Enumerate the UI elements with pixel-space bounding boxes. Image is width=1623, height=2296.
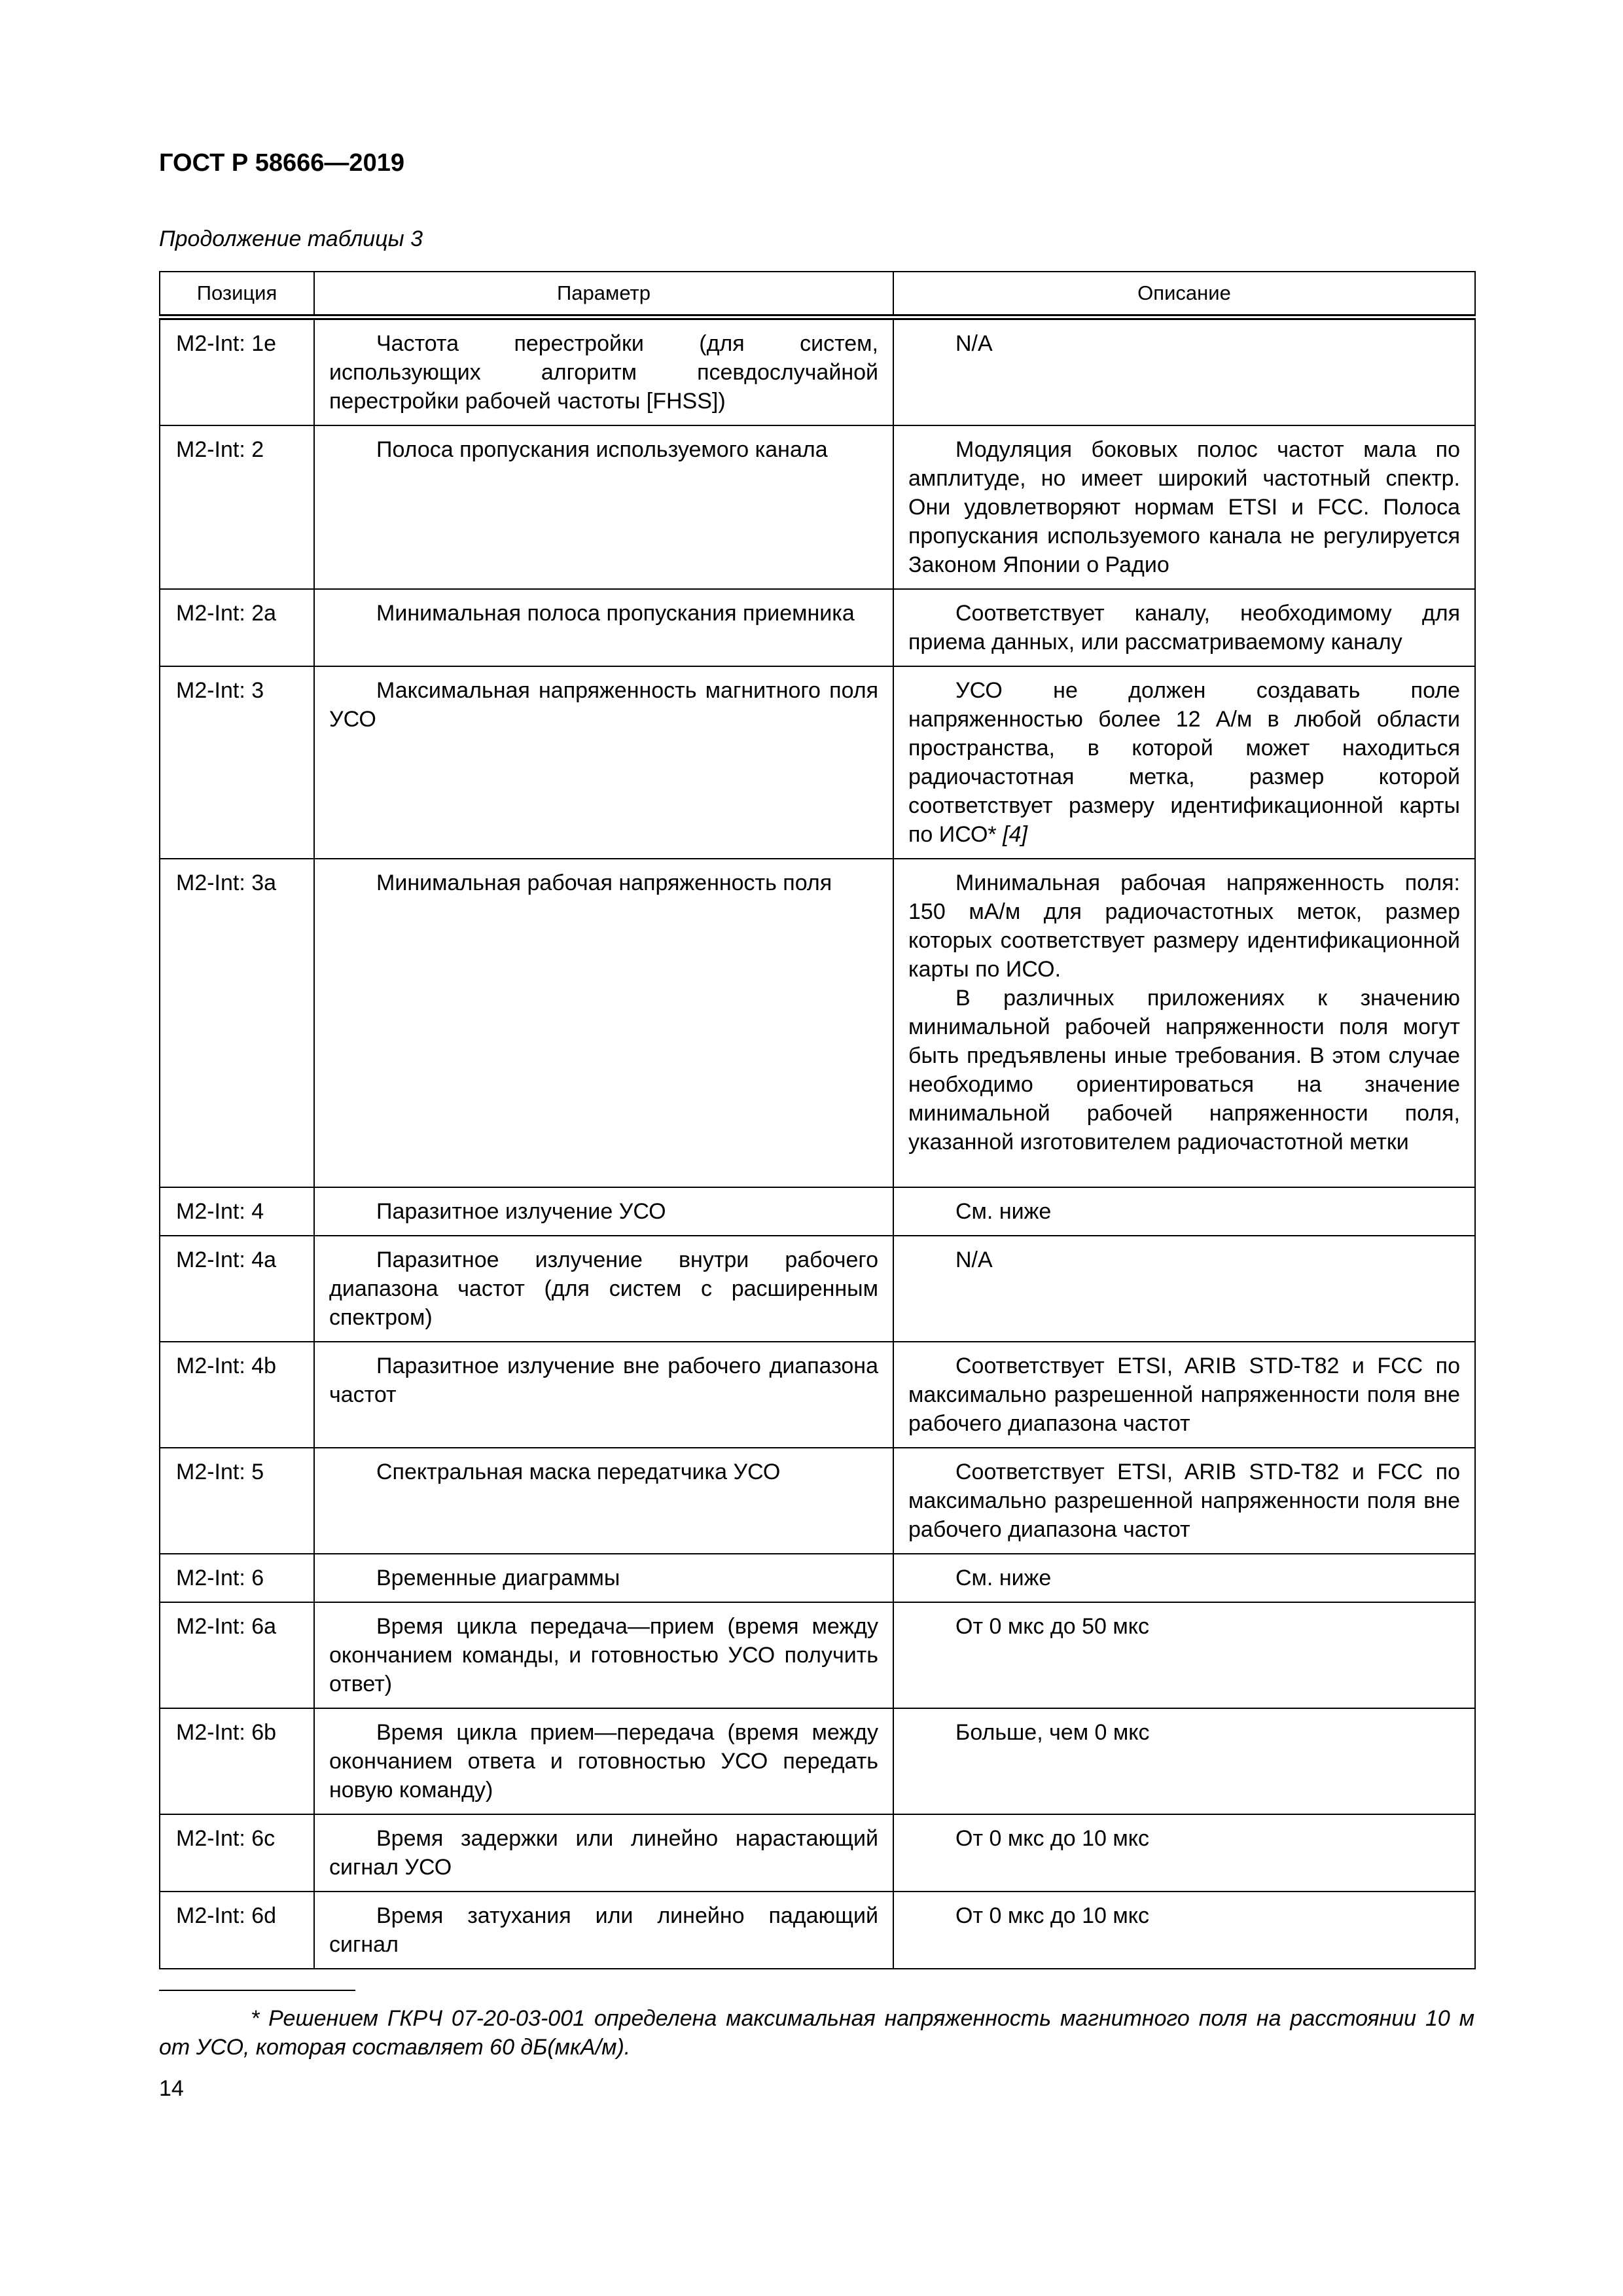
- row-parameter: Паразитное излучение внутри рабочего диапазона частот (для систем с расширенным спектром): [329, 1247, 878, 1330]
- row-parameter: Время задержки или линейно нарастающий сигнал УСО: [329, 1826, 878, 1880]
- column-header-position: Позиция: [160, 272, 314, 317]
- row-description: Соответствует ETSI, ARIB STD-T82 и FCC по максимально разрешенной напряженности поля вне рабочего диапазона частот: [908, 1460, 1460, 1542]
- row-description: [908, 676, 1460, 849]
- row-position: M2-Int: 3a: [176, 870, 277, 895]
- row-position: M2-Int: 6: [176, 1566, 264, 1590]
- bibliography-reference: [4]: [1003, 822, 1027, 847]
- table-row: [160, 859, 1475, 1187]
- page-number: 14: [159, 2076, 184, 2101]
- table-row: [160, 1236, 1475, 1342]
- row-parameter: Паразитное излучение вне рабочего диапазона частот: [329, 1354, 878, 1407]
- row-description: Больше, чем 0 мкс: [955, 1720, 1150, 1745]
- table-row: [160, 317, 1475, 426]
- row-description: От 0 мкс до 10 мкс: [955, 1826, 1149, 1851]
- footnote: * Решением ГКРЧ 07-20-03-001 определена максимальная напряженность магнитного поля на расстоянии 10 м от УСО, которая составляет 60 дБ(мкА/м).: [159, 2006, 1474, 2060]
- table-continuation-caption: Продолжение таблицы 3: [159, 226, 423, 251]
- row-parameter: Максимальная напряженность магнитного поля УСО: [329, 678, 878, 732]
- row-parameter: Время цикла прием—передача (время между окончанием ответа и готовностью УСО передать новую команду): [329, 1720, 878, 1803]
- row-description: Соответствует ETSI, ARIB STD-T82 и FCC по максимально разрешенной напряженности поля вне рабочего диапазона частот: [908, 1354, 1460, 1436]
- row-position: M2-Int: 6c: [176, 1826, 276, 1851]
- column-header-description: Описание: [893, 272, 1475, 317]
- row-description: В различных приложениях к значению минимальной рабочей напряженности поля могут быть предъявлены иные требования. В этом случае необходимо ориентироваться на значение минимальной рабочей напряженности поля, указанной изготовителем радиочастотной метки: [908, 986, 1460, 1155]
- row-parameter: Спектральная маска передатчика УСО: [376, 1460, 781, 1484]
- table-row: [160, 1554, 1475, 1602]
- table-row: [160, 589, 1475, 666]
- footnote-separator: [159, 1990, 355, 1991]
- table-row: [160, 1892, 1475, 1969]
- row-description: Модуляция боковых полос частот мала по амплитуде, но имеет широкий частотный спектр. Они удовлетворяют нормам ETSI и FCC. Полоса пропускания используемого канала не регулируется Законом Японии о Радио: [908, 437, 1460, 577]
- table-row: [160, 1342, 1475, 1448]
- row-parameter: Паразитное излучение УСО: [376, 1199, 666, 1224]
- row-parameter: Минимальная полоса пропускания приемника: [376, 601, 855, 626]
- row-description: От 0 мкс до 50 мкс: [955, 1614, 1149, 1639]
- row-description: См. ниже: [955, 1199, 1052, 1224]
- row-parameter: Полоса пропускания используемого канала: [376, 437, 828, 462]
- row-position: M2-Int: 4: [176, 1199, 264, 1224]
- row-description: Соответствует каналу, необходимому для приема данных, или рассматриваемому каналу: [908, 601, 1460, 655]
- row-description: N/A: [955, 1247, 993, 1272]
- row-position: M2-Int: 2a: [176, 601, 277, 626]
- row-position: M2-Int: 6d: [176, 1903, 277, 1928]
- table-row: [160, 425, 1475, 589]
- row-parameter: Время цикла передача—прием (время между окончанием команды, и готовностью УСО получить ответ): [329, 1614, 878, 1696]
- table-row: [160, 1187, 1475, 1236]
- row-position: M2-Int: 5: [176, 1460, 264, 1484]
- row-position: M2-Int: 6a: [176, 1614, 277, 1639]
- table-row: [160, 1602, 1475, 1708]
- row-parameter: Минимальная рабочая напряженность поля: [376, 870, 832, 895]
- row-position: M2-Int: 6b: [176, 1720, 277, 1745]
- document-header: ГОСТ Р 58666—2019: [159, 149, 404, 177]
- row-description: Минимальная рабочая напряженность поля: 150 мА/м для радиочастотных меток, размер которых соответствует размеру идентификационной карты по ИСО.: [908, 870, 1460, 982]
- row-position: M2-Int: 4b: [176, 1354, 277, 1378]
- row-position: M2-Int: 4a: [176, 1247, 277, 1272]
- row-parameter: Время затухания или линейно падающий сигнал: [329, 1903, 878, 1957]
- row-position: M2-Int: 3: [176, 678, 264, 703]
- table-header-row: [160, 272, 1475, 317]
- parameters-table: [159, 271, 1476, 1969]
- row-parameter: Временные диаграммы: [376, 1566, 620, 1590]
- column-header-parameter: Параметр: [314, 272, 893, 317]
- row-position: M2-Int: 2: [176, 437, 264, 462]
- row-description: См. ниже: [955, 1566, 1052, 1590]
- description-text: УСО не должен создавать поле напряженностью более 12 А/м в любой области пространства, в которой может находиться радиочастотная метка, размер которой соответствует размеру идентификационной карты по ИСО*: [908, 678, 1460, 847]
- row-parameter: Частота перестройки (для систем, использующих алгоритм псевдослучайной перестройки рабочей частоты [FHSS]): [329, 331, 878, 414]
- row-position: M2-Int: 1e: [176, 331, 277, 356]
- table-row: [160, 1448, 1475, 1554]
- row-description: От 0 мкс до 10 мкс: [955, 1903, 1149, 1928]
- table-row: [160, 666, 1475, 859]
- row-description: N/A: [955, 331, 993, 356]
- table-row: [160, 1814, 1475, 1892]
- table-row: [160, 1708, 1475, 1814]
